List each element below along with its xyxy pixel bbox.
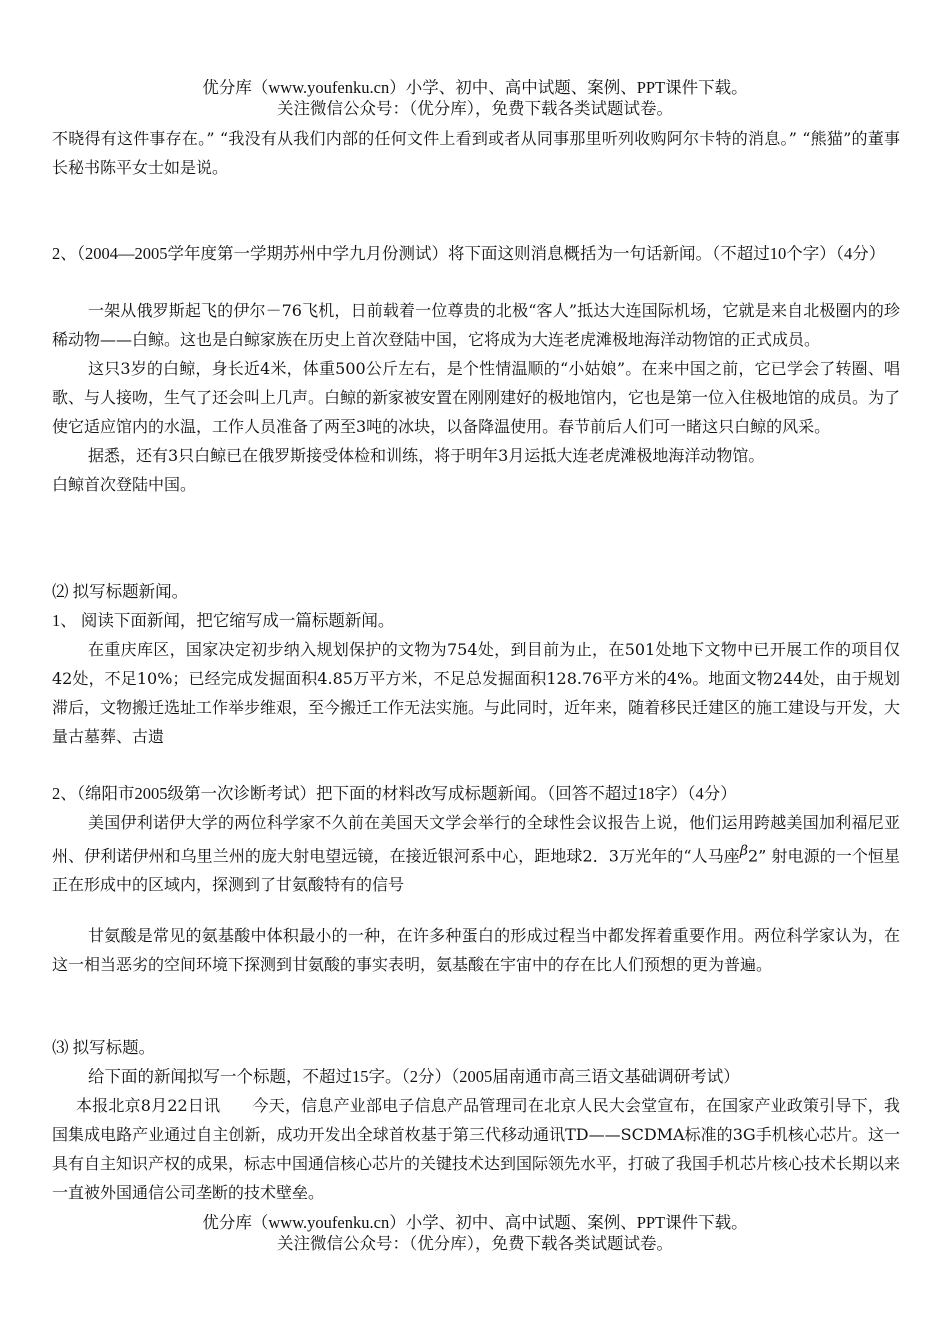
- question-2a-title: 2、（2004—2005学年度第一学期苏州中学九月份测试）将下面这则消息概括为一句话新闻。（不超过10个字）（4分）: [52, 244, 886, 263]
- section-2-q2-body: [52, 808, 900, 899]
- page-footer-line1: 优分库（www.youfenku.cn）小学、初中、高中试题、案例、PPT课件下载。: [202, 1213, 748, 1232]
- section-2-q2-title: 2、（绵阳市2005级第一次诊断考试）把下面的材料改写成标题新闻。（回答不超过18字）（4分）: [52, 784, 737, 803]
- section-3-heading: ⑶ 拟写标题。: [52, 1038, 156, 1057]
- page-footer-line2: 关注微信公众号：（优分库），免费下载各类试题试卷。: [277, 1234, 673, 1253]
- section-2-q2-body-continued: [52, 921, 900, 979]
- q2a-paragraph-3: 据悉，还有3只白鲸已在俄罗斯接受体检和训练，将于明年3月运抵大连老虎滩极地海洋动物馆。: [88, 446, 765, 465]
- q2-p1-text-a: 美国伊利诺伊大学的两位科学家不久前在美国天文学会举行的全球性会议报告上说，他们运用跨越美国加利福尼亚州、伊利诺伊州和乌里兰州的庞大射电望远镜，在接近银河系中心，距地球2．3万光年的“人马座: [52, 813, 900, 866]
- top-paragraph: 不晓得有这件事存在。” “我没有从我们内部的任何文件上看到或者从同事那里听列收购阿尔卡特的消息。” “熊猫”的董事长秘书陈平女士如是说。: [52, 129, 900, 177]
- page-header-line2: 关注微信公众号：（优分库），免费下载各类试题试卷。: [277, 99, 673, 118]
- q2a-paragraph-2: 这只3岁的白鲸，身长近4米，体重500公斤左右，是个性情温顺的“小姑娘”。在来中国之前，它已学会了转圈、唱歌、与人接吻，生气了还会叫上几声。白鲸的新家被安置在刚刚建好的极地馆内，它也是第一位入住极地馆的成员。为了使它适应馆内的水温，工作人员准备了两至3吨的冰块，以备降温使用。春节前后人们可一睹这只白鲸的风采。: [52, 359, 901, 436]
- question-2a-body: [52, 296, 900, 499]
- q1-news-paragraph: 在重庆库区，国家决定初步纳入规划保护的文物为754处，到目前为止，在501处地下文物中已开展工作的项目仅42处，不足10%；已经完成发掘面积4.85万平方米，不足总发掘面积128.76平方米的4%。地面文物244处，由于规划滞后，文物搬迁选址工作举步维艰，至今搬迁工作无法实施。与此同时，近年来，随着移民迁建区的施工建设与开发，大量古墓葬、古遗: [52, 640, 901, 746]
- section-2-q1-title: 1、 阅读下面新闻，把它缩写成一篇标题新闻。: [52, 611, 395, 630]
- section-2-q1-body: [52, 635, 900, 751]
- page-header-line1: 优分库（www.youfenku.cn）小学、初中、高中试题、案例、PPT课件下载。: [202, 78, 748, 97]
- section-3-question-title: 给下面的新闻拟写一个标题，不超过15字。（2分）（2005届南通市高三语文基础调研考试）: [88, 1067, 740, 1086]
- section-3-body: [52, 1091, 900, 1207]
- q2a-answer: 白鲸首次登陆中国。: [52, 475, 197, 494]
- q2a-paragraph-1: 一架从俄罗斯起飞的伊尔－76飞机，日前载着一位尊贵的北极“客人”抵达大连国际机场，它就是来自北极圈内的珍稀动物——白鲸。这也是白鲸家族在历史上首次登陆中国，它将成为大连老虎滩极地海洋动物馆的正式成员。: [52, 301, 900, 349]
- q2-paragraph-2: 甘氨酸是常见的氨基酸中体积最小的一种，在许多种蛋白的形成过程当中都发挥着重要作用。两位科学家认为，在这一相当恶劣的空间环境下探测到甘氨酸的事实表明，氨基酸在宇宙中的存在比人们预想的更为普遍。: [52, 926, 900, 974]
- intro-paragraph: [52, 124, 900, 182]
- beta-symbol: β: [739, 843, 748, 859]
- section-2-heading: ⑵ 拟写标题新闻。: [52, 582, 189, 601]
- q2-p1-text-b: 2” 射电源的一个恒星正在形成中的区域内，探测到了甘氨酸特有的信号: [52, 846, 900, 895]
- q2-paragraph-1: [52, 808, 900, 899]
- section-3-news-paragraph: 本报北京8月22日讯 今天，信息产业部电子信息产品管理司在北京人民大会堂宣布，在国家产业政策引导下，我国集成电路产业通过自主创新，成功开发出全球首枚基于第三代移动通讯TD——SCDMA标准的3G手机核心芯片。这一具有自主知识产权的成果，标志中国通信核心芯片的关键技术达到国际领先水平，打破了我国手机芯片核心技术长期以来一直被外国通信公司垄断的技术壁垒。: [52, 1096, 901, 1202]
